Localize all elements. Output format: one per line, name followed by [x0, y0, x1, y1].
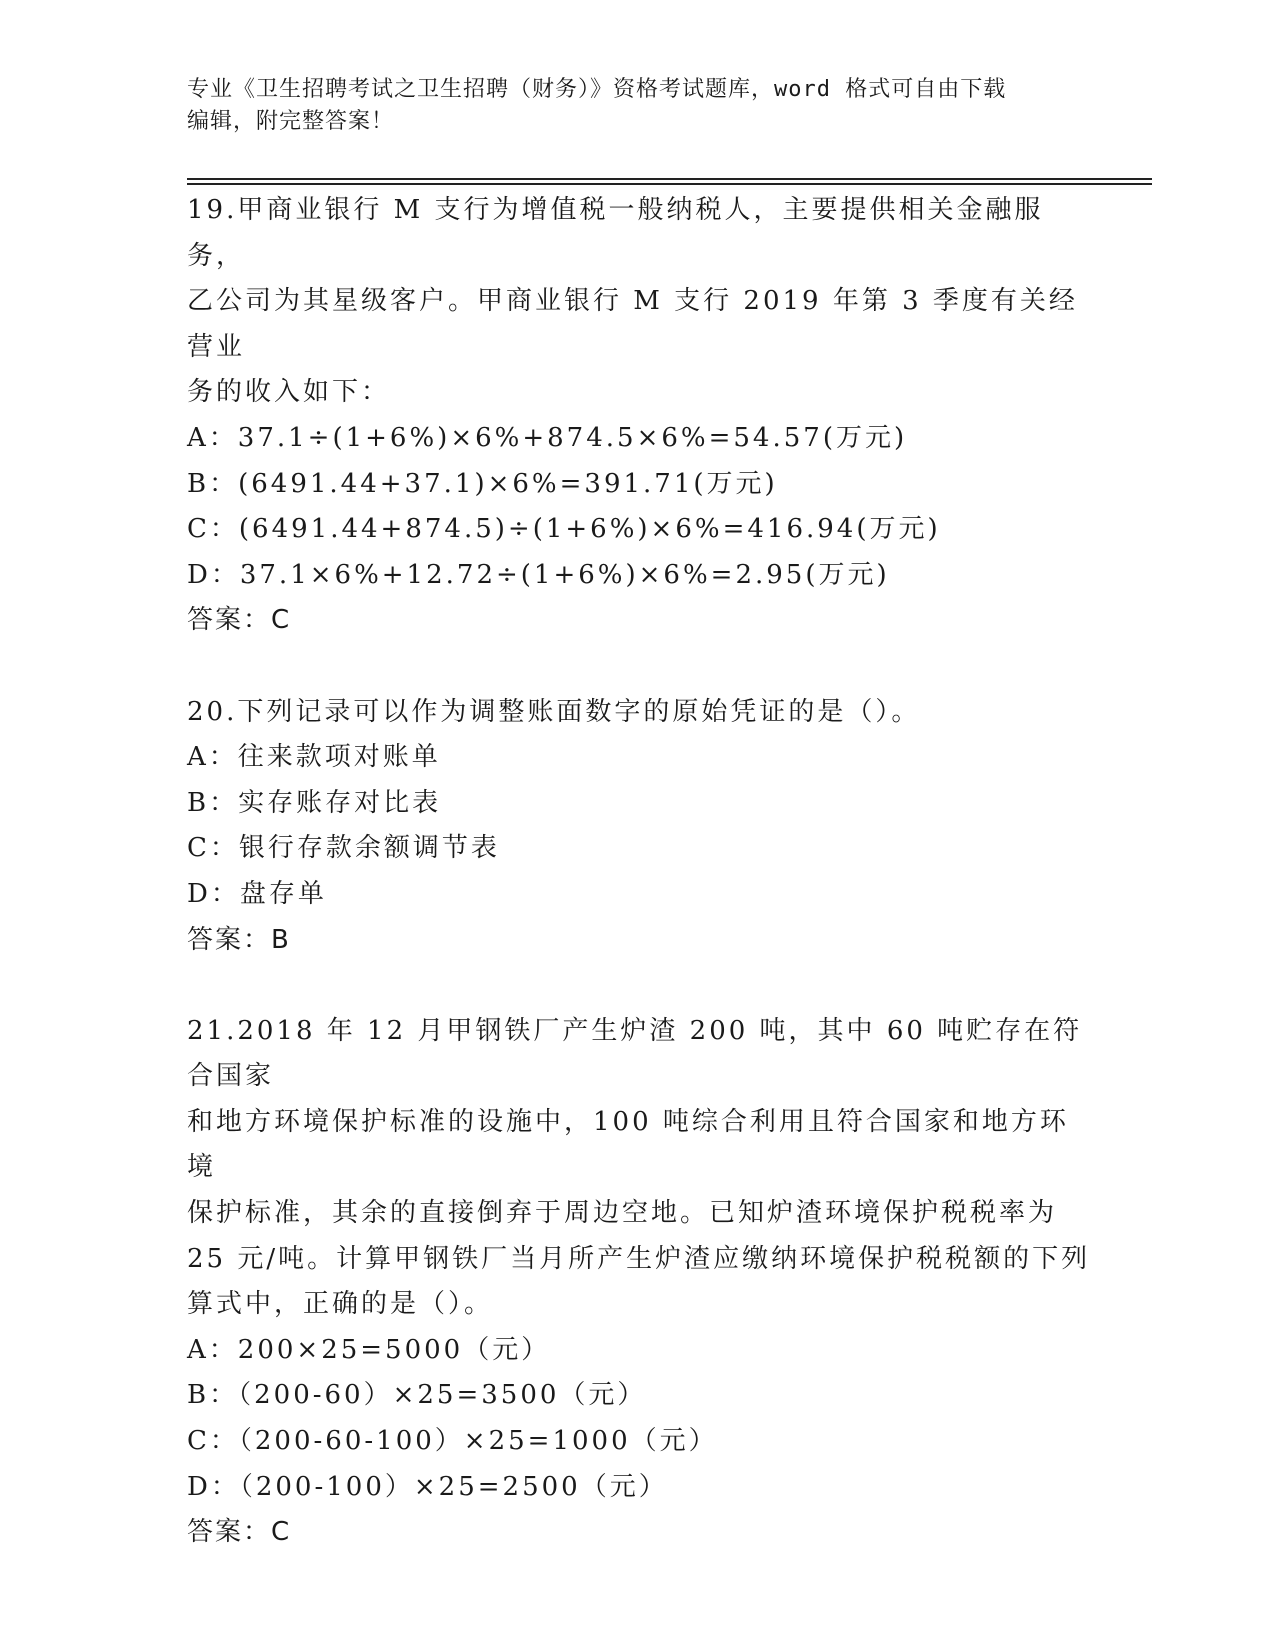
option-d: D：37.1×6%+12.72÷(1+6%)×6%=2.95(万元) [187, 559, 890, 590]
question-20 [187, 690, 1097, 964]
question-list [187, 188, 1097, 1601]
question-19 [187, 188, 1097, 644]
question-stem-line: 和地方环境保护标准的设施中，100 吨综合利用且符合国家和地方环境 [187, 1106, 1069, 1183]
question-stem-line: 20.下列记录可以作为调整账面数字的原始凭证的是（）。 [187, 696, 921, 727]
question-stem-line: 务的收入如下： [187, 377, 391, 408]
option-d: D：盘存单 [187, 878, 327, 909]
answer: 答案：C [187, 605, 292, 636]
option-d: D：（200-100）×25=2500（元） [187, 1471, 668, 1502]
question-stem-line: 乙公司为其星级客户。甲商业银行 M 支行 2019 年第 3 季度有关经营业 [187, 286, 1078, 362]
option-b: B：(6491.44+37.1)×6%=391.71(万元) [187, 468, 778, 499]
header-line-2: 编辑，附完整答案！ [187, 109, 395, 134]
header-divider-bottom [187, 183, 1152, 185]
question-stem-line: 21.2018 年 12 月甲钢铁厂产生炉渣 200 吨，其中 60 吨贮存在符合国家 [187, 1015, 1083, 1092]
option-a: A：200×25=5000（元） [187, 1334, 551, 1365]
question-21 [187, 1009, 1097, 1556]
option-c: C：（200-60-100）×25=1000（元） [187, 1426, 718, 1457]
option-b: B：实存账存对比表 [187, 787, 442, 818]
answer: 答案：C [187, 1517, 292, 1548]
document-header [187, 74, 1087, 138]
option-a: A：往来款项对账单 [187, 742, 441, 773]
option-b: B：（200-60）×25=3500（元） [187, 1380, 647, 1411]
question-stem-line: 25 元/吨。计算甲钢铁厂当月所产生炉渣应缴纳环境保护税税额的下列 [187, 1243, 1091, 1274]
option-c: C：(6491.44+874.5)÷(1+6%)×6%=416.94(万元) [187, 514, 941, 545]
header-line-1: 专业《卫生招聘考试之卫生招聘（财务）》资格考试题库，word 格式可自由下载 [187, 77, 1007, 102]
option-c: C：银行存款余额调节表 [187, 833, 500, 864]
question-stem-line: 保护标准，其余的直接倒弃于周边空地。已知炉渣环境保护税税率为 [187, 1198, 1058, 1229]
answer: 答案：B [187, 924, 291, 955]
header-divider-top [187, 178, 1152, 180]
question-stem-line: 算式中，正确的是（）。 [187, 1289, 494, 1320]
question-stem-line: 19.甲商业银行 M 支行为增值税一般纳税人，主要提供相关金融服务， [187, 195, 1044, 271]
option-a: A：37.1÷(1+6%)×6%+874.5×6%=54.57(万元) [187, 422, 908, 453]
